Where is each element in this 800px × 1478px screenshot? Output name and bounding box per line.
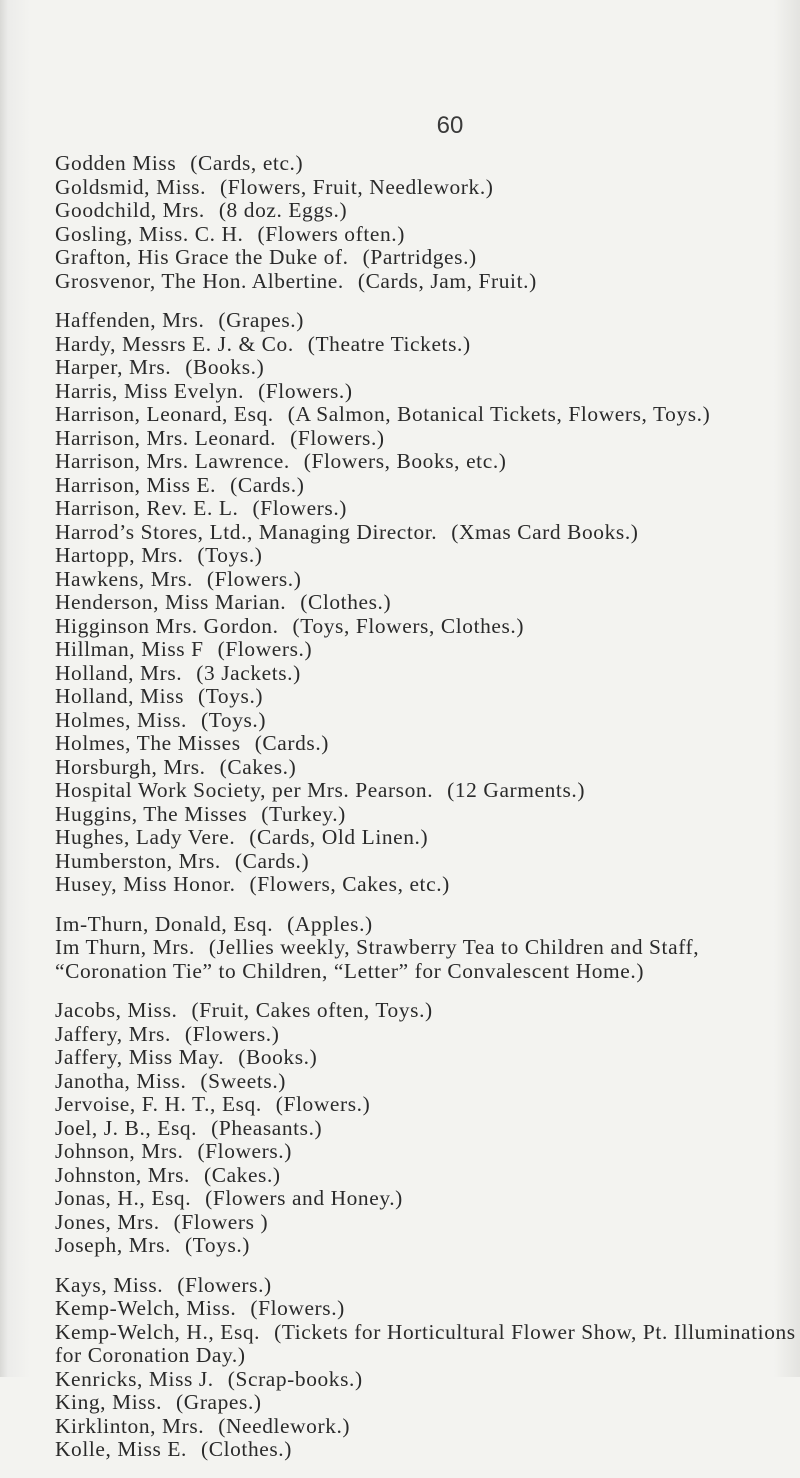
donor-entry	[55, 1415, 800, 1439]
donor-entry	[55, 1297, 800, 1321]
donor-name: Horsburgh, Mrs.	[55, 754, 206, 779]
donor-name: Kirklinton, Mrs.	[55, 1413, 205, 1438]
donor-name: Haffenden, Mrs.	[55, 308, 205, 332]
donor-entry	[55, 936, 800, 983]
donor-entry	[55, 380, 800, 404]
donation-description: (Jellies weekly, Strawberry Tea to Children and Staff, “Coronation Tie” to Children, “Letter” for Convalescent Home.)	[55, 935, 700, 983]
donor-entry	[55, 356, 800, 380]
donation-description: (Flowers.)	[177, 1272, 272, 1297]
donor-name: Holmes, Miss.	[55, 707, 187, 732]
donor-entry	[55, 544, 800, 568]
donor-entry	[55, 1187, 800, 1211]
donor-name: Janotha, Miss.	[55, 1068, 187, 1093]
donation-description: (Toys, Flowers, Clothes.)	[292, 613, 525, 638]
donor-entry	[55, 176, 800, 200]
donor-name: Joel, J. B., Esq.	[55, 1115, 198, 1140]
donation-description: (Cards, Old Linen.)	[249, 825, 429, 849]
donation-description: (Flowers.)	[252, 496, 348, 520]
donation-description: (Clothes.)	[300, 590, 392, 614]
donor-entry	[55, 270, 800, 294]
donor-name: Holmes, The Misses	[55, 731, 241, 755]
donor-entry	[55, 1070, 800, 1094]
donor-name: Harris, Miss Evelyn.	[55, 378, 245, 403]
donor-entry	[55, 779, 800, 803]
donation-description: (Flowers.)	[217, 637, 313, 661]
donor-name: Hospital Work Society, per Mrs. Pearson.	[55, 778, 434, 802]
donor-entry	[55, 1368, 800, 1392]
donor-name: Henderson, Miss Marian.	[55, 590, 287, 614]
donor-entry	[55, 1117, 800, 1141]
donation-description: (Flowers.)	[184, 1021, 280, 1046]
donation-description: (Flowers.)	[258, 378, 353, 403]
donation-description: (Flowers often.)	[257, 221, 405, 246]
donor-name: Goldsmid, Miss.	[55, 174, 207, 199]
donor-entry	[55, 685, 800, 709]
donor-entry	[55, 403, 800, 427]
donor-entry	[55, 826, 800, 850]
donation-description: (Tickets for Horticultural Flower Show, Pt. Illuminations for Coronation Day.)	[55, 1319, 796, 1367]
donation-description: (Grapes.)	[218, 308, 304, 332]
donation-description: (Books.)	[185, 355, 265, 379]
donor-entry	[55, 1211, 800, 1235]
donation-description: (Flowers.)	[206, 566, 302, 591]
donor-name: Holland, Miss	[55, 684, 185, 708]
donor-name: Jonas, H., Esq.	[55, 1186, 192, 1210]
donation-description: (Cards, Jam, Fruit.)	[357, 268, 537, 293]
donor-name: Harrison, Rev. E. L.	[55, 496, 239, 520]
donor-name: Kays, Miss.	[55, 1272, 164, 1297]
donor-name: Harrison, Mrs. Lawrence.	[55, 449, 290, 473]
donor-name: Kemp-Welch, H., Esq.	[55, 1319, 261, 1344]
donation-description: (Flowers, Fruit, Needlework.)	[220, 174, 494, 199]
donation-description: (Flowers.)	[197, 1139, 292, 1163]
page-number: 60	[436, 112, 464, 139]
donor-entry	[55, 152, 800, 176]
donor-name: Harrison, Mrs. Leonard.	[55, 425, 277, 450]
donation-description: (Cards.)	[254, 731, 329, 755]
donor-name: King, Miss.	[55, 1390, 163, 1414]
donor-entry	[55, 1046, 800, 1070]
donation-description: (Toys.)	[201, 707, 267, 732]
donor-group-j	[55, 999, 800, 1258]
donor-entry	[55, 638, 800, 662]
donor-name: Harper, Mrs.	[55, 355, 172, 379]
donation-description: (Toys.)	[184, 1233, 251, 1257]
donation-description: (Flowers and Honey.)	[205, 1186, 403, 1210]
donor-group-k	[55, 1274, 800, 1462]
donation-description: (8 doz. Eggs.)	[218, 198, 348, 222]
donor-name: Harrison, Miss E.	[55, 472, 217, 497]
donor-list	[55, 152, 800, 1478]
donor-name: Hartopp, Mrs.	[55, 543, 184, 567]
donation-description: (A Salmon, Botanical Tickets, Flowers, Toys.)	[287, 402, 711, 426]
donation-description: (12 Garments.)	[447, 778, 586, 802]
donor-name: Grosvenor, The Hon. Albertine.	[55, 268, 344, 293]
donor-name: Kemp-Welch, Miss.	[55, 1296, 237, 1320]
donor-name: Kolle, Miss E.	[55, 1437, 187, 1461]
donor-entry	[55, 709, 800, 733]
donor-entry	[55, 450, 800, 474]
donor-entry	[55, 1438, 800, 1462]
donor-name: Hardy, Messrs E. J. & Co.	[55, 331, 294, 356]
donor-entry	[55, 873, 800, 897]
donation-description: (Pheasants.)	[211, 1115, 323, 1140]
donor-entry	[55, 568, 800, 592]
donor-entry	[55, 913, 800, 937]
donor-name: Godden Miss	[55, 151, 177, 175]
donor-name: Jaffery, Mrs.	[55, 1021, 171, 1046]
donor-name: Joseph, Mrs.	[55, 1233, 171, 1257]
donor-name: Kenricks, Miss J.	[55, 1366, 214, 1391]
donation-description: (Cards.)	[230, 472, 305, 497]
donation-description: (Needlework.)	[218, 1413, 351, 1438]
donor-entry	[55, 1164, 800, 1188]
donor-name: Hughes, Lady Vere.	[55, 825, 236, 849]
donor-name: Jaffery, Miss May.	[55, 1045, 225, 1069]
donor-name: Harrod’s Stores, Ltd., Managing Director.	[55, 519, 438, 544]
donor-name: Holland, Mrs.	[55, 660, 183, 685]
donation-description: (Toys.)	[197, 543, 263, 567]
donor-name: Jones, Mrs.	[55, 1209, 160, 1234]
donation-description: (Flowers.)	[250, 1296, 345, 1320]
donor-name: Humberston, Mrs.	[55, 848, 221, 873]
donation-description: (Cards.)	[234, 848, 310, 873]
donor-name: Im-Thurn, Donald, Esq.	[55, 911, 274, 936]
donor-entry	[55, 850, 800, 874]
donation-description: (Fruit, Cakes often, Toys.)	[191, 998, 433, 1022]
donation-description: (Flowers )	[173, 1209, 269, 1234]
donor-entry	[55, 803, 800, 827]
donor-entry	[55, 999, 800, 1023]
donor-entry	[55, 1093, 800, 1117]
donor-entry	[55, 427, 800, 451]
donor-entry	[55, 1140, 800, 1164]
donation-description: (Xmas Card Books.)	[451, 519, 639, 544]
donor-entry	[55, 732, 800, 756]
donor-entry	[55, 521, 800, 545]
donor-name: Jacobs, Miss.	[55, 998, 178, 1022]
donation-description: (Partridges.)	[362, 245, 477, 269]
donor-entry	[55, 1391, 800, 1415]
donation-description: (Flowers.)	[290, 425, 385, 450]
donation-description: (3 Jackets.)	[196, 660, 301, 685]
donor-name: Johnson, Mrs.	[55, 1139, 184, 1163]
donation-description: (Flowers, Books, etc.)	[303, 449, 507, 473]
donor-entry	[55, 615, 800, 639]
page-gutter-shadow	[0, 0, 30, 1377]
donor-name: Grafton, His Grace the Duke of.	[55, 245, 349, 269]
donor-name: Harrison, Leonard, Esq.	[55, 402, 274, 426]
donation-description: (Turkey.)	[261, 801, 346, 826]
donation-description: (Books.)	[238, 1045, 318, 1069]
donor-name: Goodchild, Mrs.	[55, 198, 205, 222]
donor-entry	[55, 1234, 800, 1258]
donor-name: Higginson Mrs. Gordon.	[55, 613, 279, 638]
donor-group-i	[55, 913, 800, 984]
donor-entry	[55, 309, 800, 333]
donation-description: (Flowers, Cakes, etc.)	[249, 872, 450, 896]
donation-description: (Clothes.)	[201, 1437, 292, 1461]
donation-description: (Cakes.)	[219, 754, 297, 779]
donation-description: (Sweets.)	[200, 1068, 287, 1093]
donation-description: (Apples.)	[287, 911, 373, 936]
donor-name: Jervoise, F. H. T., Esq.	[55, 1092, 262, 1116]
donor-group-h	[55, 309, 800, 897]
donor-entry	[55, 223, 800, 247]
donation-description: (Cards, etc.)	[190, 151, 304, 175]
donation-description: (Grapes.)	[176, 1390, 262, 1414]
donor-name: Johnston, Mrs.	[55, 1162, 190, 1187]
donation-description: (Toys.)	[198, 684, 264, 708]
donor-group-g	[55, 152, 800, 293]
donor-name: Huggins, The Misses	[55, 801, 248, 826]
donor-name: Hawkens, Mrs.	[55, 566, 193, 591]
donation-description: (Cakes.)	[203, 1162, 281, 1187]
donor-entry	[55, 333, 800, 357]
donation-description: (Scrap-books.)	[227, 1366, 363, 1391]
donation-description: (Flowers.)	[275, 1092, 371, 1116]
donor-entry	[55, 246, 800, 270]
donor-entry	[55, 662, 800, 686]
donor-entry	[55, 474, 800, 498]
donation-description: (Theatre Tickets.)	[307, 331, 471, 356]
donor-entry	[55, 199, 800, 223]
donor-name: Hillman, Miss F	[55, 637, 204, 661]
donor-entry	[55, 756, 800, 780]
donor-entry	[55, 1274, 800, 1298]
donor-entry	[55, 497, 800, 521]
donor-entry	[55, 1023, 800, 1047]
donor-name: Im Thurn, Mrs.	[55, 935, 195, 959]
donor-name: Gosling, Miss. C. H.	[55, 221, 244, 246]
donor-entry	[55, 1321, 800, 1368]
donor-entry	[55, 591, 800, 615]
donor-name: Husey, Miss Honor.	[55, 872, 236, 896]
